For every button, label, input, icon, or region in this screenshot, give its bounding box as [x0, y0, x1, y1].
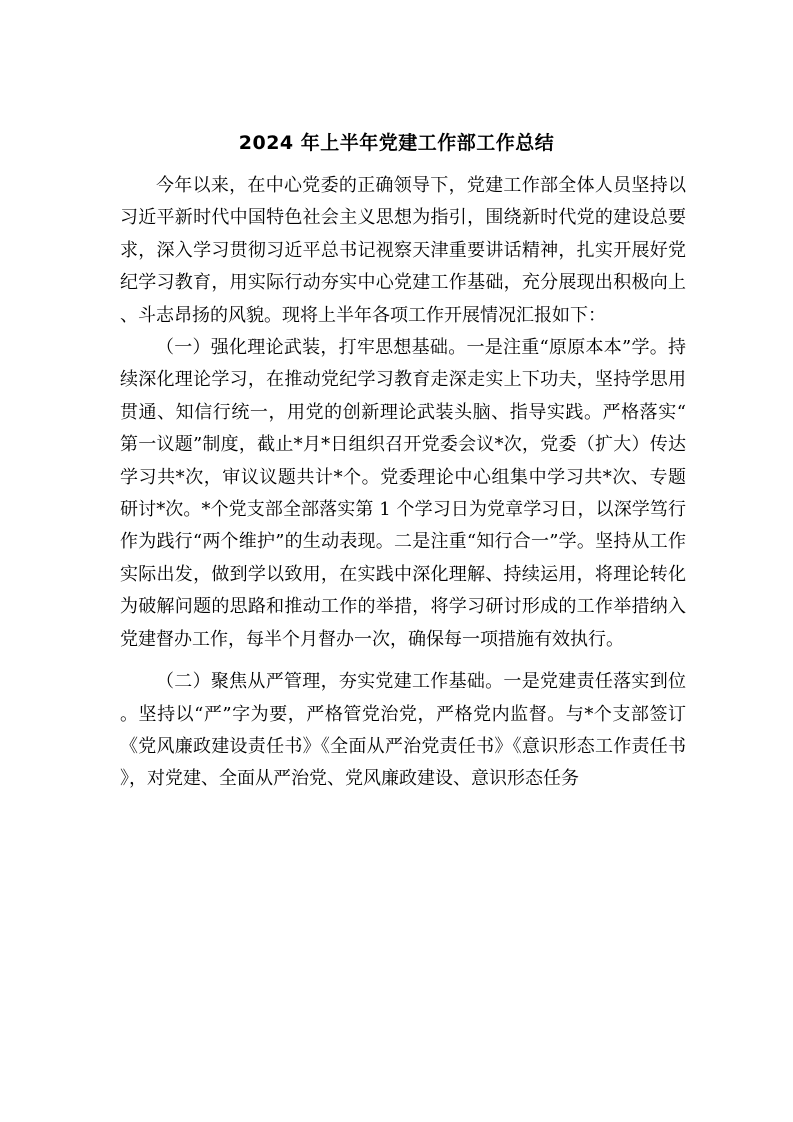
paragraph-section-1: （一）强化理论武装，打牢思想基础。一是注重“原原本本”学。持续深化理论学习，在推动党纪学习教育走深走实上下功夫，坚持学思用贯通、知信行统一，用党的创新理论武装头脑、指导实践。严格落实“第一议题”制度，截止*月*日组织召开党委会议*次，党委（扩大）传达学习共*次，审议议题共计*个。党委理论中心组集中学习共*次、专题研讨*次。*个党支部全部落实第 1 个学习日为党章学习日，以深学笃行作为践行“两个维护”的生动表现。二是注重“知行合一”学。坚持从工作实际出发，做到学以致用，在实践中深化理解、持续运用，将理论转化为破解问题的思路和推动工作的举措，将学习研讨形成的工作举措纳入党建督办工作，每半个月督办一次，确保每一项措施有效执行。 [120, 337, 686, 650]
document-body [120, 170, 686, 796]
paragraph-section-2: （二）聚焦从严管理，夯实党建工作基础。一是党建责任落实到位。坚持以“严”字为要，严格管党治党，严格党内监督。与*个支部签订《党风廉政建设责任书》《全面从严治党责任书》《意识形态工作责任书》，对党建、全面从严治党、党风廉政建设、意识形态任务 [120, 671, 686, 790]
document-title: 2024 年上半年党建工作部工作总结 [238, 132, 555, 154]
paragraph-intro: 今年以来，在中心党委的正确领导下，党建工作部全体人员坚持以习近平新时代中国特色社会主义思想为指引，围绕新时代党的建设总要求，深入学习贯彻习近平总书记视察天津重要讲话精神，扎实开展好党纪学习教育，用实际行动夯实中心党建工作基础，充分展现出积极向上、斗志昂扬的风貌。现将上半年各项工作开展情况汇报如下： [120, 175, 686, 326]
